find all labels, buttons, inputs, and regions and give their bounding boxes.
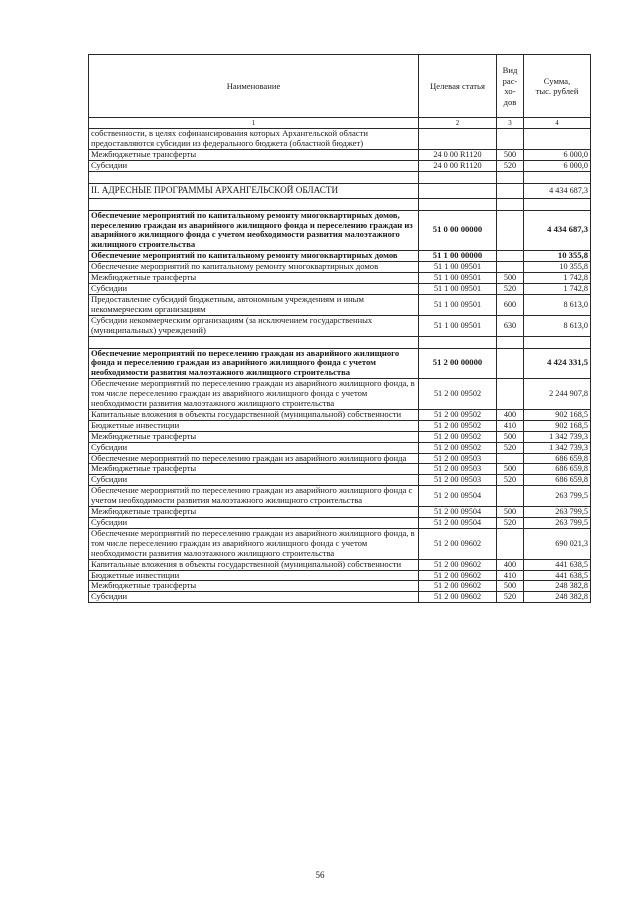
row-vid-cell: 500 (497, 581, 524, 592)
row-code-cell: 51 1 00 09501 (419, 315, 497, 336)
column-number-row (89, 118, 591, 129)
row-code-cell: 51 2 00 00000 (419, 348, 497, 379)
row-vid-cell: 400 (497, 559, 524, 570)
table-row (89, 420, 591, 431)
table-row (89, 160, 591, 171)
row-code-cell: 51 2 00 09503 (419, 453, 497, 464)
row-sum-cell: 686 659,8 (524, 475, 591, 486)
row-vid-cell: 520 (497, 518, 524, 529)
table-row (89, 431, 591, 442)
row-name-cell: Субсидии (89, 592, 419, 603)
row-code-cell: 51 2 00 09502 (419, 420, 497, 431)
row-sum-cell: 263 799,5 (524, 486, 591, 507)
row-vid-cell (497, 348, 524, 379)
row-code-cell (419, 198, 497, 210)
page-number: 56 (315, 870, 325, 880)
row-vid-cell: 520 (497, 442, 524, 453)
header-vid-line: дов (503, 96, 517, 107)
table-row (89, 379, 591, 410)
row-vid-cell (497, 453, 524, 464)
row-vid-cell (497, 183, 524, 198)
row-code-cell: 24 0 00 R1120 (419, 149, 497, 160)
table-row (89, 486, 591, 507)
row-vid-cell: 400 (497, 409, 524, 420)
row-sum-cell: 263 799,5 (524, 518, 591, 529)
row-sum-cell: 690 021,3 (524, 528, 591, 559)
row-name-cell: Обеспечение мероприятий по переселению граждан из аварийного жилищного фонда (89, 453, 419, 464)
row-code-cell: 51 2 00 09504 (419, 507, 497, 518)
section-row (89, 183, 591, 198)
row-vid-cell (497, 262, 524, 273)
header-vid-line: Вид (502, 65, 518, 75)
row-sum-cell: 10 355,8 (524, 262, 591, 273)
table-row (89, 453, 591, 464)
table-header-row (89, 55, 591, 118)
header-sum-line: Сумма, (543, 75, 571, 86)
row-vid-cell: 520 (497, 283, 524, 294)
row-code-cell: 51 1 00 09501 (419, 262, 497, 273)
table-row (89, 315, 591, 336)
row-name-cell: Бюджетные инвестиции (89, 570, 419, 581)
table-row (89, 464, 591, 475)
row-vid-cell (497, 198, 524, 210)
header-vid-line: рас- (502, 75, 518, 86)
row-name-cell: Обеспечение мероприятий по переселению граждан из аварийного жилищного фонда с учетом необходимости развития малоэтажного жилищного строительства (89, 486, 419, 507)
row-code-cell: 51 2 00 09502 (419, 431, 497, 442)
row-code-cell: 51 2 00 09502 (419, 409, 497, 420)
row-sum-cell: 6 000,0 (524, 149, 591, 160)
row-code-cell: 51 2 00 09602 (419, 528, 497, 559)
row-sum-cell: 441 638,5 (524, 570, 591, 581)
row-name-cell: Субсидии некоммерческим организациям (за исключением государственных (муниципальных) учреждений) (89, 315, 419, 336)
row-vid-cell (497, 379, 524, 410)
row-sum-cell: 4 424 331,5 (524, 348, 591, 379)
row-vid-cell (497, 129, 524, 150)
column-number: 4 (524, 118, 591, 129)
row-code-cell: 51 1 00 09501 (419, 283, 497, 294)
row-code-cell: 51 2 00 09602 (419, 581, 497, 592)
spacer-row (89, 336, 591, 348)
table-row (89, 442, 591, 453)
table-row (89, 273, 591, 284)
row-sum-cell (524, 336, 591, 348)
row-name-cell: Субсидии (89, 518, 419, 529)
header-code-cell: Целевая статья (419, 55, 497, 118)
row-name-cell: Обеспечение мероприятий по капитальному ремонту многоквартирных домов (89, 251, 419, 262)
table-row (89, 129, 591, 150)
row-name-cell: Предоставление субсидий бюджетным, автономным учреждениям и иным некоммерческим организациям (89, 294, 419, 315)
row-name-cell: Субсидии (89, 475, 419, 486)
row-name-cell: Субсидии (89, 283, 419, 294)
header-name-cell: Наименование (89, 55, 419, 118)
spacer-row (89, 198, 591, 210)
budget-table (88, 54, 591, 603)
row-name-cell (89, 336, 419, 348)
row-code-cell (419, 183, 497, 198)
row-code-cell (419, 171, 497, 183)
row-code-cell: 51 0 00 00000 (419, 210, 497, 251)
row-vid-cell: 520 (497, 592, 524, 603)
row-vid-cell (497, 210, 524, 251)
row-code-cell (419, 336, 497, 348)
row-name-cell: Обеспечение мероприятий по капитальному ремонту многоквартирных домов (89, 262, 419, 273)
row-name-cell: Обеспечение мероприятий по переселению граждан из аварийного жилищного фонда и переселению граждан из аварийного жилищного фонда с учетом необходимости развития малоэтажного жилищного строительства (89, 348, 419, 379)
row-code-cell (419, 129, 497, 150)
table-row (89, 475, 591, 486)
table-row (89, 262, 591, 273)
row-sum-cell: 1 742,8 (524, 273, 591, 284)
row-sum-cell: 4 434 687,3 (524, 183, 591, 198)
row-name-cell: Бюджетные инвестиции (89, 420, 419, 431)
row-sum-cell: 263 799,5 (524, 507, 591, 518)
row-name-cell: II. АДРЕСНЫЕ ПРОГРАММЫ АРХАНГЕЛЬСКОЙ ОБЛАСТИ (89, 183, 419, 198)
table-row (89, 210, 591, 251)
row-sum-cell: 248 382,8 (524, 592, 591, 603)
table-row (89, 507, 591, 518)
row-sum-cell (524, 171, 591, 183)
row-code-cell: 51 1 00 09501 (419, 294, 497, 315)
row-code-cell: 51 2 00 09602 (419, 592, 497, 603)
row-sum-cell: 902 168,5 (524, 409, 591, 420)
row-vid-cell (497, 528, 524, 559)
row-name-cell: Капитальные вложения в объекты государственной (муниципальной) собственности (89, 409, 419, 420)
row-vid-cell: 500 (497, 431, 524, 442)
row-sum-cell: 10 355,8 (524, 251, 591, 262)
row-name-cell (89, 198, 419, 210)
row-name-cell: Межбюджетные трансферты (89, 273, 419, 284)
row-sum-cell (524, 129, 591, 150)
row-code-cell: 24 0 00 R1120 (419, 160, 497, 171)
row-name-cell: собственности, в целях софинансирования которых Архангельской области предоставляются субсидии из федерального бюджета (областной бюджет) (89, 129, 419, 150)
row-name-cell: Обеспечение мероприятий по капитальному ремонту многоквартирных домов, переселению граждан из аварийного жилищного фонда и переселению граждан из аварийного жилищного фонда с учетом необходимости развития малоэтажного жилищного строительства (89, 210, 419, 251)
table-row (89, 518, 591, 529)
header-sum-cell (524, 55, 591, 118)
row-sum-cell: 686 659,8 (524, 453, 591, 464)
row-vid-cell (497, 171, 524, 183)
spacer-row (89, 171, 591, 183)
row-name-cell: Межбюджетные трансферты (89, 507, 419, 518)
row-vid-cell: 500 (497, 149, 524, 160)
row-name-cell: Капитальные вложения в объекты государственной (муниципальной) собственности (89, 559, 419, 570)
row-sum-cell: 2 244 907,8 (524, 379, 591, 410)
row-name-cell: Межбюджетные трансферты (89, 464, 419, 475)
row-code-cell: 51 2 00 09502 (419, 442, 497, 453)
table-row (89, 528, 591, 559)
row-vid-cell (497, 251, 524, 262)
column-number: 3 (497, 118, 524, 129)
row-code-cell: 51 2 00 09503 (419, 475, 497, 486)
row-name-cell: Субсидии (89, 442, 419, 453)
row-sum-cell: 8 613,0 (524, 315, 591, 336)
row-name-cell: Межбюджетные трансферты (89, 431, 419, 442)
row-name-cell: Обеспечение мероприятий по переселению граждан из аварийного жилищного фонда, в том числе переселению граждан из аварийного жилищного фонда с учетом необходимости развития малоэтажного жилищного строительства (89, 379, 419, 410)
row-sum-cell: 1 342 739,3 (524, 431, 591, 442)
row-vid-cell: 410 (497, 420, 524, 431)
row-sum-cell: 4 434 687,3 (524, 210, 591, 251)
row-sum-cell: 902 168,5 (524, 420, 591, 431)
row-sum-cell: 1 742,8 (524, 283, 591, 294)
row-sum-cell: 248 382,8 (524, 581, 591, 592)
row-code-cell: 51 2 00 09602 (419, 559, 497, 570)
header-vid-line: хо- (504, 86, 516, 96)
row-vid-cell: 500 (497, 507, 524, 518)
table-row (89, 570, 591, 581)
table-row (89, 409, 591, 420)
row-name-cell: Обеспечение мероприятий по переселению граждан из аварийного жилищного фонда, в том числе переселению граждан из аварийного жилищного фонда с учетом необходимости развития малоэтажного жилищного строительства (89, 528, 419, 559)
table-row (89, 581, 591, 592)
table-row (89, 592, 591, 603)
row-vid-cell: 500 (497, 273, 524, 284)
row-sum-cell: 8 613,0 (524, 294, 591, 315)
row-sum-cell: 686 659,8 (524, 464, 591, 475)
row-name-cell: Межбюджетные трансферты (89, 581, 419, 592)
row-code-cell: 51 2 00 09602 (419, 570, 497, 581)
row-vid-cell: 520 (497, 475, 524, 486)
table-row (89, 294, 591, 315)
row-name-cell (89, 171, 419, 183)
row-code-cell: 51 1 00 09501 (419, 273, 497, 284)
row-vid-cell: 600 (497, 294, 524, 315)
table-row (89, 149, 591, 160)
row-vid-cell: 630 (497, 315, 524, 336)
header-vid-cell (497, 55, 524, 118)
row-name-cell: Межбюджетные трансферты (89, 149, 419, 160)
row-sum-cell: 1 342 739,3 (524, 442, 591, 453)
row-code-cell: 51 2 00 09504 (419, 518, 497, 529)
row-code-cell: 51 2 00 09502 (419, 379, 497, 410)
row-vid-cell: 520 (497, 160, 524, 171)
row-vid-cell (497, 486, 524, 507)
table-body (89, 129, 591, 603)
row-code-cell: 51 1 00 00000 (419, 251, 497, 262)
row-code-cell: 51 2 00 09503 (419, 464, 497, 475)
row-vid-cell: 410 (497, 570, 524, 581)
row-vid-cell (497, 336, 524, 348)
row-name-cell: Субсидии (89, 160, 419, 171)
row-sum-cell (524, 198, 591, 210)
column-number: 2 (419, 118, 497, 129)
table-row (89, 283, 591, 294)
row-code-cell: 51 2 00 09504 (419, 486, 497, 507)
row-sum-cell: 441 638,5 (524, 559, 591, 570)
column-number: 1 (89, 118, 419, 129)
table-row (89, 559, 591, 570)
table-row (89, 251, 591, 262)
row-sum-cell: 6 000,0 (524, 160, 591, 171)
table-row (89, 348, 591, 379)
row-vid-cell: 500 (497, 464, 524, 475)
header-sum-line: тыс. рублей (535, 86, 579, 96)
